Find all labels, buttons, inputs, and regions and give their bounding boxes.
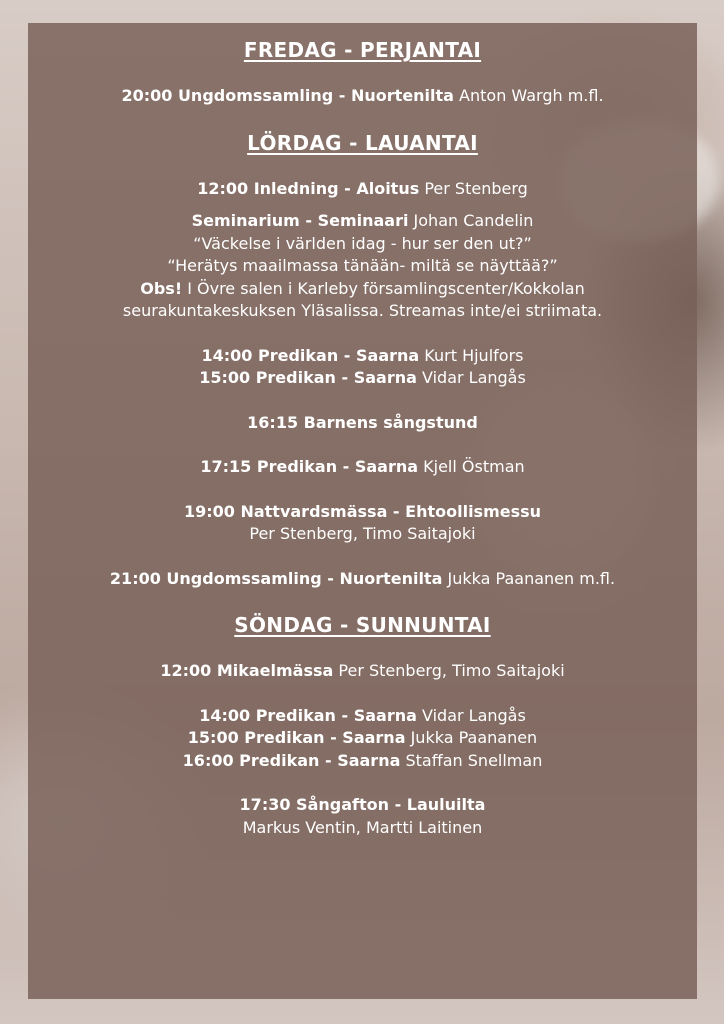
schedule-item: 14:00 Predikan - Saarna Kurt Hjulfors (201, 345, 524, 365)
day-heading-saturday: LÖRDAG - LAUANTAI (247, 130, 478, 155)
seminar-note: Obs! I Övre salen i Karleby församlingscenter/Kokkolan (140, 278, 585, 298)
schedule-item-names: Per Stenberg, Timo Saitajoki (249, 524, 476, 543)
day-heading-sunday: SÖNDAG - SUNNUNTAI (234, 613, 491, 637)
schedule-panel (28, 23, 697, 999)
schedule-item: 12:00 Mikaelmässa Per Stenberg, Timo Saitajoki (160, 661, 565, 680)
schedule-item: 14:00 Predikan - Saarna Vidar Langås (199, 705, 526, 725)
schedule-item: 16:15 Barnens sångstund (247, 412, 478, 432)
seminar-quote-sv: “Väckelse i världen idag - hur ser den ut?” (193, 233, 532, 253)
schedule-item: 21:00 Ungdomssamling - Nuortenilta Jukka Paananen m.fl. (109, 568, 616, 588)
schedule-item: 16:00 Predikan - Saarna Staffan Snellman (182, 750, 543, 770)
schedule-item: 15:00 Predikan - Saarna Jukka Paananen (187, 728, 538, 747)
seminar-note-cont: seurakuntakeskuksen Yläsalissa. Streamas inte/ei striimata. (122, 301, 603, 320)
schedule-item: 15:00 Predikan - Saarna Vidar Langås (199, 368, 526, 387)
schedule-item: 17:30 Sångafton - Lauluilta (239, 795, 486, 814)
schedule-item: 17:15 Predikan - Saarna Kjell Östman (200, 457, 525, 476)
schedule-item: 19:00 Nattvardsmässa - Ehtoollismessu (183, 501, 542, 521)
seminar-quote-fi: “Herätys maailmassa tänään- miltä se näyttää?” (167, 256, 558, 275)
schedule-item: 12:00 Inledning - Aloitus Per Stenberg (197, 178, 528, 198)
schedule-item: 20:00 Ungdomssamling - Nuortenilta Anton Wargh m.fl. (121, 86, 604, 105)
seminar-title: Seminarium - Seminaari Johan Candelin (191, 211, 534, 230)
day-heading-friday: FREDAG - PERJANTAI (243, 38, 482, 62)
schedule-item-names: Markus Ventin, Martti Laitinen (242, 817, 483, 837)
